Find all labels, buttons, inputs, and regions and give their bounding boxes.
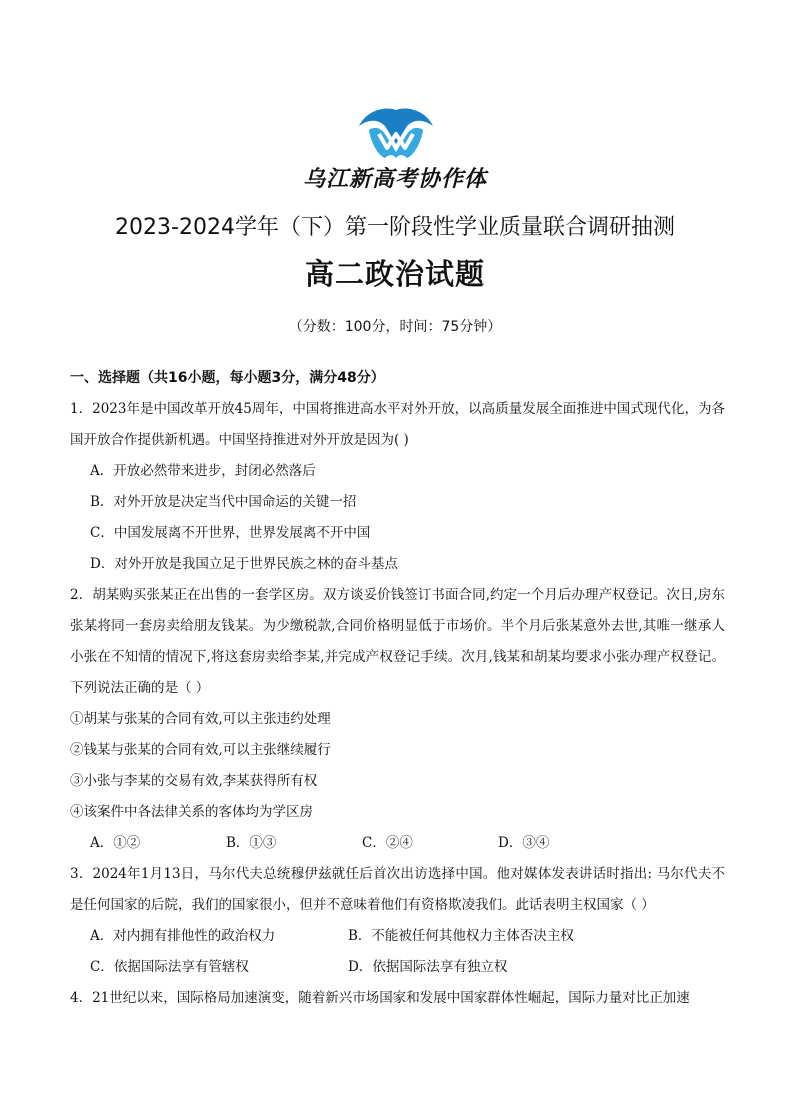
question-2-statement-3: ③小张与李某的交易有效,李某获得所有权 — [70, 773, 318, 789]
question-2-statement-2: ②钱某与张某的合同有效,可以主张继续履行 — [70, 742, 331, 758]
question-3-options-row-1 — [70, 921, 725, 952]
question-3-options-row-2 — [70, 952, 725, 983]
question-2-option-c: C．②④ — [362, 835, 413, 851]
question-2-statement-1: ①胡某与张某的合同有效,可以主张违约处理 — [70, 711, 331, 727]
question-1-option-b: B．对外开放是决定当代中国命运的关键一招 — [90, 494, 357, 510]
question-2-statement-4: ④该案件中各法律关系的客体均为学区房 — [70, 804, 313, 820]
question-2-stem: 2．胡某购买张某正在出售的一套学区房。双方谈妥价钱签订书面合同,约定一个月后办理产权登记。次日,房东张某将同一套房卖给朋友钱某。为少缴税款,合同价格明显低于市场价。半个月后张某意外去世,其唯一继承人小张在不知情的情况下,将这套房卖给李某,并完成产权登记手续。次月,钱某和胡某均要求小张办理产权登记。下列说法正确的是（ ） — [70, 587, 725, 696]
question-1-option-c: C．中国发展离不开世界，世界发展离不开中国 — [90, 525, 371, 541]
question-2-option-b: B．①③ — [226, 835, 277, 851]
wave-logo-icon — [355, 104, 437, 164]
question-4-stem: 4．21世纪以来，国际格局加速演变，随着新兴市场国家和发展中国家群体性崛起，国际力量对比正加速 — [70, 990, 690, 1006]
question-3-option-b: B．不能被任何其他权力主体否决主权 — [348, 928, 574, 944]
question-3-option-a: A．对内拥有排他性的政治权力 — [90, 928, 276, 944]
exam-subtitle: 2023-2024学年（下）第一阶段性学业质量联合调研抽测 — [115, 215, 675, 240]
question-2-options — [70, 828, 725, 859]
section-heading: 一、选择题（共16小题，每小题3分，满分48分） — [70, 370, 385, 386]
question-3-stem: 3．2024年1月13日，马尔代夫总统穆伊兹就任后首次出访选择中国。他对媒体发表讲话时指出: 马尔代夫不是任何国家的后院，我们的国家很小，但并不意味着他们有资格欺凌我们。此话表明主权国家（ ） — [70, 866, 725, 913]
org-name: 乌江新高考协作体 — [302, 167, 487, 192]
question-1-option-d: D．对外开放是我国立足于世界民族之林的奋斗基点 — [90, 556, 398, 572]
question-3-option-d: D．依据国际法享有独立权 — [348, 959, 508, 975]
exam-content — [70, 368, 725, 1014]
question-2-option-a: A．①② — [90, 835, 141, 851]
page-title: 高二政治试题 — [304, 257, 485, 291]
question-1-option-a: A．开放必然带来进步，封闭必然落后 — [90, 463, 316, 479]
exam-meta: （分数：100分，时间：75分钟） — [288, 319, 502, 335]
question-2-option-d: D．③④ — [498, 835, 550, 851]
question-3-option-c: C．依据国际法享有管辖权 — [90, 959, 249, 975]
question-1-stem: 1．2023年是中国改革开放45周年，中国将推进高水平对外开放，以高质量发展全面推进中国式现代化，为各国开放合作提供新机遇。中国坚持推进对外开放是因为( ) — [70, 401, 725, 448]
